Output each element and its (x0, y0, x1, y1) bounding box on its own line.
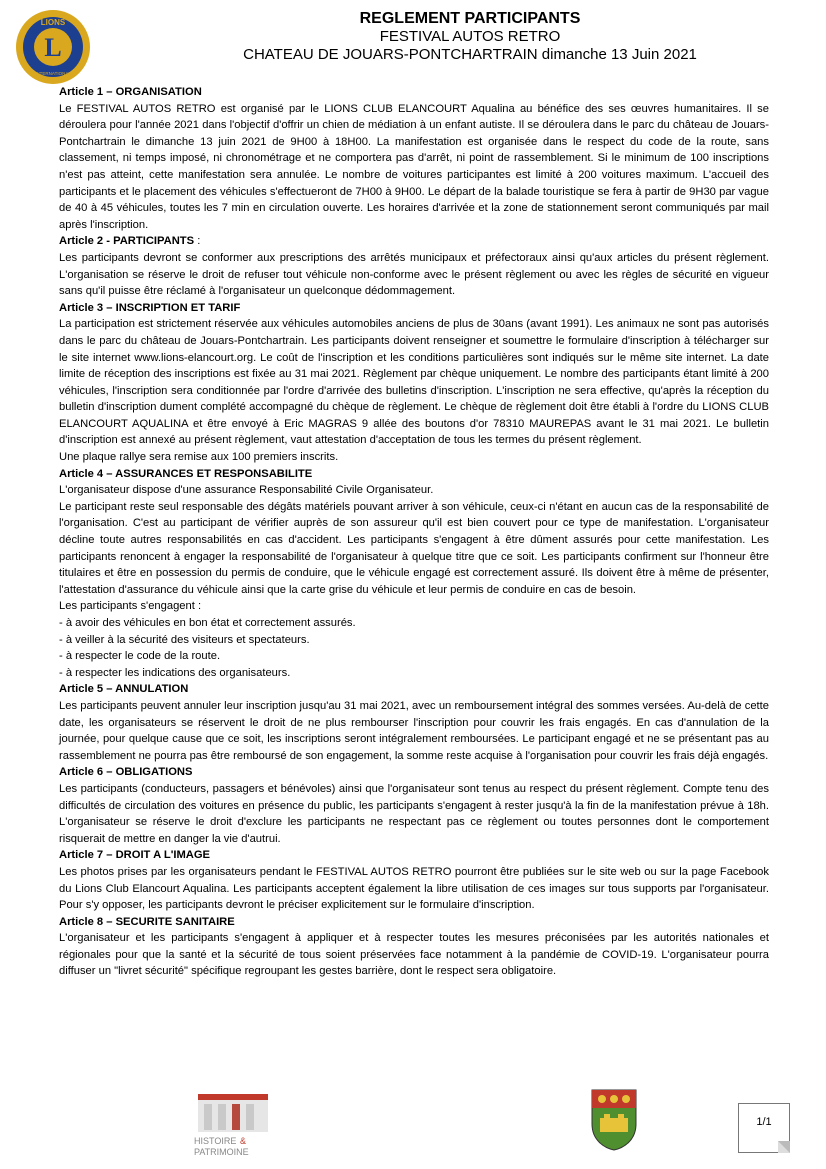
histoire-patrimoine-logo (190, 1090, 276, 1160)
document-subtitle: FESTIVAL AUTOS RETRO (379, 28, 561, 45)
lions-club-logo (14, 8, 92, 86)
article-title: Article 5 – ANNULATION (59, 683, 189, 696)
article-title: Article 6 – OBLIGATIONS (59, 766, 193, 779)
rules-body (59, 84, 769, 980)
article-paragraph: Une plaque rallye sera remise aux 100 premiers inscrits. (59, 451, 339, 464)
article-title: Article 3 – INSCRIPTION ET TARIF (59, 301, 241, 314)
hp-line1: HISTOIRE (194, 1136, 237, 1146)
lions-text: LIONS (40, 18, 66, 27)
article-paragraph: - à respecter les indications des organisateurs. (59, 666, 291, 679)
article-paragraph: Les participants (conducteurs, passagers et bénévoles) ainsi que l'organisateur sont tenus au respect du présent règlement. Compte tenu des difficultés de circulation des voitures en présence du public, les participants s'engagent à rester jusqu'à la fin de la manifestation prévue à 18h. L'organisateur se réserve le droit d'exclure les participants ne respectant pas ce règlement ou toutes personnes dont le comportement risquerait de mettre en danger la vie d'autrui. (59, 782, 769, 845)
article-paragraph: Les participants devront se conformer aux prescriptions des arrêtés municipaux et préfectoraux ainsi qu'aux articles du présent règlement. L'organisation se réserve le droit de refuser tout véhicule non-conforme avec le présent règlement ou avec les règles de sécurité en vigueur sans qu'il puisse être réclamé à l'organisateur un quelconque dédommagement. (59, 251, 769, 298)
document-title: REGLEMENT PARTICIPANTS (359, 10, 581, 27)
article-title: Article 1 – ORGANISATION (59, 86, 202, 98)
event-line: CHATEAU DE JOUARS-PONTCHARTRAIN dimanche 13 Juin 2021 (243, 46, 697, 63)
page-number-box (738, 1103, 790, 1153)
town-crest-icon (590, 1088, 638, 1152)
lions-letter: L (44, 33, 62, 62)
article-paragraph: Le participant reste seul responsable des dégâts matériels pouvant arriver à son véhicule, ceux-ci n'étant en aucun cas de la responsabilité de l'organisation. C'est au participant de vérifier auprès de son assureur qu'il est bien couvert pour ce type de manifestation. L'organisateur décline toute autres responsabilités en cas d'accident. Les participants s'engagent à être dûment assurés pour cette manifestation. Les participants renoncent à engager la responsabilité de l'organisateur à quelque titre que ce soit. Les participants confirment sur l'honneur être titulaires et être en possession du permis de conduire, que le véhicule engagé est correctement assuré. Ils doivent être à même de présenter, l'attestation d'assurance du véhicule ainsi que la carte grise du véhicule et leur permis de conduire en cas de besoin. (59, 500, 769, 596)
article-paragraph: Les photos prises par les organisateurs pendant le FESTIVAL AUTOS RETRO pourront être publiées sur le site web ou sur la page Facebook du Lions Club Elancourt Aqualina. Les participants acceptent également la libre utilisation de ces images sur tous supports par l'organisateur. Pour s'y opposer, les participants devront le préciser explicitement sur le formulaire d'inscription. (59, 865, 769, 912)
article-title: Article 2 - PARTICIPANTS : (59, 235, 201, 248)
article-paragraph: - à respecter le code de la route. (59, 650, 221, 663)
article-title: Article 8 – SECURITE SANITAIRE (59, 915, 235, 928)
article-paragraph: Les participants peuvent annuler leur inscription jusqu'au 31 mai 2021, avec un remboursement intégral des sommes versées. Au-delà de cette date, les organisateurs se réservent le droit de ne plus rembourser l'inscription pour couvrir les frais engagés. En cas d'annulation de la journée, pour quelque cause que ce soit, les inscriptions seront intégralement remboursées. Le participant engagé et ne se présentant pas au rassemblement ne pourra pas être remboursé de son engagement, la somme reste acquise à l'organisation pour couvrir les frais déjà engagés. (59, 699, 769, 762)
article-title: Article 4 – ASSURANCES ET RESPONSABILITE (59, 467, 313, 480)
article-paragraph: - à veiller à la sécurité des visiteurs et spectateurs. (59, 633, 310, 646)
hp-line2: PATRIMOINE (194, 1147, 249, 1157)
article-paragraph: Le FESTIVAL AUTOS RETRO est organisé par le LIONS CLUB ELANCOURT Aqualina au bénéfice des ses œuvres humanitaires. Il se déroulera pour l'année 2021 dans l'objectif d'offrir un chien de médiation à un enfant autiste. Il se déroulera dans le parc du château de Jouars-Pontchartrain le dimanche 13 juin 2021 de 9H00 à 18H00. La manifestation est organisée dans le respect du code de la route, sans classement, ni temps imposé, ni chronométrage et ne comportera pas d'arrêt, ni point de rassemblement. Si le minimum de 100 inscriptions n'est pas atteint, cette manifestation sera annulée. Le nombre de voitures participantes est limité à 200 voitures maximum. L'accueil des participants et le placement des véhicules s'effectueront de 7H00 à 9H00. Le départ de la balade touristique se fera à partir de 9H30 par vague de 40 à 45 véhicules, toutes les 7 min en circulation ouverte. Les horaires d'arrivée et la zone de stationnement seront communiqués par mail après l'inscription. (59, 102, 769, 231)
page-fold-icon (778, 1141, 790, 1153)
article-paragraph: - à avoir des véhicules en bon état et correctement assurés. (59, 617, 356, 629)
article-paragraph: L'organisateur et les participants s'engagent à appliquer et à respecter toutes les mesures préconisées par les autorités nationales et régionales pour que la santé et la sécurité de tous soient préservées face notamment à la pandémie de COVID-19. L'organisateur pourra diffuser un "livret sécurité" spécifique regroupant les gestes barrière, dont le respect sera obligatoire. (59, 932, 769, 978)
article-paragraph: L'organisateur dispose d'une assurance Responsabilité Civile Organisateur. (59, 484, 434, 497)
document-header (120, 10, 820, 64)
article-paragraph: La participation est strictement réservée aux véhicules automobiles anciens de plus de 30ans (avant 1991). Les animaux ne sont pas autorisés dans le parc du château de Jouars-Pontchartrain. Les participants doivent renseigner et soumettre le formulaire d'inscription à télécharger sur le site internet www.lions-elancourt.org. Le coût de l'inscription et les conditions particulières sont indiqués sur le même site internet. La date limite de réception des inscriptions est fixée au 31 mai 2021. Règlement par chèque uniquement. Le nombre des participants étant limité à 200 véhicules, l'inscription sera conditionnée par l'ordre d'arrivée des bulletins d'inscription. L'inscription ne sera effective, qu'après la réception du bulletin d'inscription dument complété accompagné du chèque de règlement. Le chèque de règlement doit être établi à l'ordre du LIONS CLUB ELANCOURT AQUALINA et être envoyé à Eric MAGRAS 9 allée des boutons d'or 78310 MAUREPAS avant le 31 mai 2021. Le bulletin d'inscription est annexé au présent règlement, vaut attestation d'acceptation de tous les termes du présent règlement. (59, 318, 769, 447)
lions-ring-text: INTERNATIONAL (35, 71, 71, 76)
page-number: 1/1 (756, 1116, 772, 1128)
article-paragraph: Les participants s'engagent : (59, 600, 202, 613)
hp-amp: & (240, 1136, 247, 1146)
article-title: Article 7 – DROIT A L'IMAGE (59, 849, 211, 862)
